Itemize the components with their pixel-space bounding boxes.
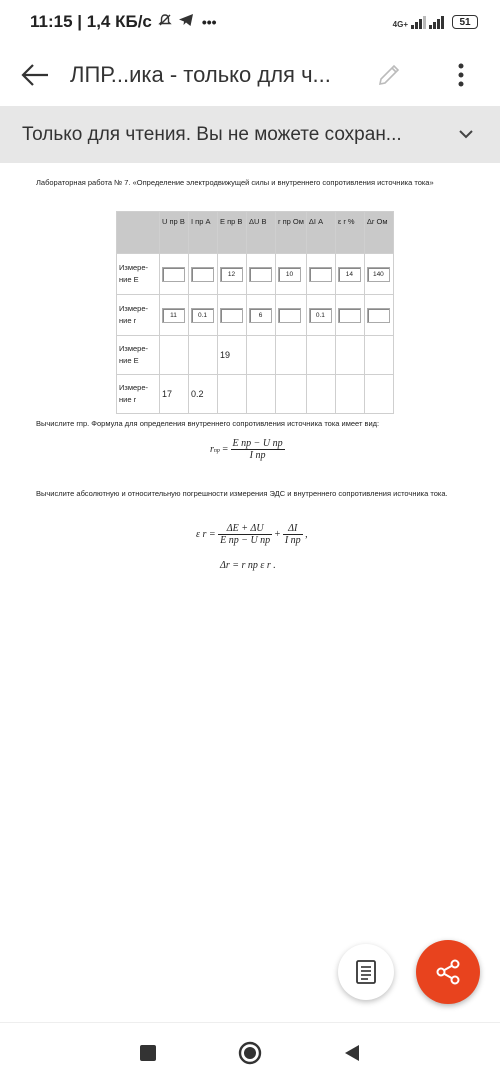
document-body xyxy=(36,176,466,193)
table-cell xyxy=(160,336,189,375)
row-label xyxy=(117,295,160,336)
input-cell[interactable]: 14 xyxy=(338,267,361,282)
paragraph-errors: Вычислите абсолютную и относительную погрешности измерения ЭДС и внутреннего сопротивления источника тока. xyxy=(36,489,448,498)
overflow-dots: ••• xyxy=(201,14,217,30)
table-header-cell: U пр В xyxy=(160,212,189,254)
arrow-left-icon xyxy=(20,63,50,87)
paragraph-rpr: Вычислите rпр. Формула для определения внутреннего сопротивления источника тока имеет вид: xyxy=(36,419,380,428)
input-cell[interactable]: 10 xyxy=(278,267,301,282)
row-label-text: Измере-ние E xyxy=(119,263,148,284)
table-cell xyxy=(276,295,307,336)
table-cell xyxy=(218,295,247,336)
home-button[interactable] xyxy=(238,1041,262,1065)
input-cell[interactable] xyxy=(249,267,272,282)
table-cell xyxy=(276,254,307,295)
formula-2-numerator-2: ΔI xyxy=(283,523,303,535)
input-cell[interactable]: 0.1 xyxy=(309,308,332,323)
formula-2-denominator-1: E пр − U пр xyxy=(220,535,271,546)
table-row xyxy=(117,336,394,375)
table-row xyxy=(117,375,394,414)
input-cell[interactable] xyxy=(162,267,185,282)
table-header-cell: ΔU В xyxy=(247,212,276,254)
table-cell xyxy=(364,375,393,414)
share-button[interactable] xyxy=(416,940,480,1004)
reading-mode-button[interactable] xyxy=(338,944,394,1000)
recents-button[interactable] xyxy=(136,1041,160,1065)
edit-button[interactable] xyxy=(372,58,406,92)
status-bar xyxy=(0,0,500,44)
table-cell xyxy=(335,254,364,295)
row-label-text: Измере-ние r xyxy=(119,304,148,325)
table-cell xyxy=(335,375,364,414)
table-cell xyxy=(276,375,307,414)
table-cell xyxy=(189,254,218,295)
mute-icon xyxy=(158,13,172,32)
formula-internal-resistance: rпр = $\frac{\text{E пр − U пр}}{\text{I пр}}$ xyxy=(210,438,283,461)
input-cell[interactable]: 12 xyxy=(220,267,243,282)
table-header-cell: E пр В xyxy=(218,212,247,254)
formula-2-fraction-1 xyxy=(218,523,272,546)
row-label xyxy=(117,254,160,295)
input-cell[interactable] xyxy=(367,308,390,323)
table-cell xyxy=(247,336,276,375)
table-cell xyxy=(306,375,335,414)
back-button[interactable] xyxy=(0,44,70,106)
input-cell[interactable] xyxy=(309,267,332,282)
app-bar xyxy=(0,44,500,106)
table-cell xyxy=(247,295,276,336)
formula-2-fraction-2 xyxy=(283,523,303,546)
system-nav-bar xyxy=(0,1022,500,1083)
table-cell xyxy=(364,336,393,375)
input-cell[interactable]: 0.1 xyxy=(191,308,214,323)
signal-icon-2 xyxy=(429,15,444,29)
status-time: 11:15 | 1,4 КБ/с xyxy=(30,12,152,31)
table-cell xyxy=(218,375,247,414)
home-circle-icon xyxy=(238,1041,262,1065)
pencil-icon xyxy=(376,62,402,88)
network-indicator xyxy=(393,15,444,29)
input-cell[interactable] xyxy=(338,308,361,323)
table-header-corner xyxy=(117,212,160,254)
row-label xyxy=(117,336,160,375)
table-cell xyxy=(276,336,307,375)
battery-level: 51 xyxy=(459,16,471,28)
formula-1-numerator: E пр − U пр xyxy=(232,438,283,449)
table-cell xyxy=(335,336,364,375)
formula-1-fraction xyxy=(231,438,285,461)
document-title: ЛПР...ика - только для ч... xyxy=(70,62,331,87)
input-cell[interactable]: 11 xyxy=(162,308,185,323)
table-row xyxy=(117,254,394,295)
row-label xyxy=(117,375,160,414)
formula-1-denominator: I пр xyxy=(249,450,266,461)
table-cell xyxy=(247,254,276,295)
table-cell xyxy=(189,295,218,336)
table-cell: 19 xyxy=(218,336,247,375)
table-row xyxy=(117,295,394,336)
formula-1-lhs: rпр xyxy=(210,443,220,455)
battery-icon xyxy=(452,15,478,29)
more-options-button[interactable] xyxy=(444,58,478,92)
readonly-banner-text: Только для чтения. Вы не можете сохран... xyxy=(22,123,402,145)
input-cell[interactable]: 6 xyxy=(249,308,272,323)
input-cell[interactable] xyxy=(191,267,214,282)
table-cell xyxy=(247,375,276,414)
signal-icon-1 xyxy=(411,15,426,29)
formula-2-numerator-1: ΔE + ΔU xyxy=(218,523,272,535)
table-cell xyxy=(306,254,335,295)
table-cell xyxy=(218,254,247,295)
table-header-cell: r пр Ом xyxy=(276,212,307,254)
triangle-back-icon xyxy=(343,1043,361,1063)
telegram-icon xyxy=(178,13,194,32)
table-cell: 0.2 xyxy=(189,375,218,414)
table-cell xyxy=(364,254,393,295)
table-cell xyxy=(306,336,335,375)
table-header-cell: ε r % xyxy=(335,212,364,254)
readonly-banner[interactable] xyxy=(0,106,500,163)
table-cell xyxy=(364,295,393,336)
row-label-text: Измере-ние E xyxy=(119,344,148,365)
chevron-down-icon[interactable] xyxy=(456,124,476,144)
input-cell[interactable]: 140 xyxy=(367,267,390,282)
input-cell[interactable] xyxy=(278,308,301,323)
share-icon xyxy=(434,958,462,986)
lab-table xyxy=(116,211,394,414)
table-header-cell: Δr Ом xyxy=(364,212,393,254)
table-header-cell: ΔI А xyxy=(306,212,335,254)
row-label-text: Измере-ние r xyxy=(119,383,148,404)
input-cell[interactable] xyxy=(220,308,243,323)
document-icon xyxy=(355,959,377,985)
table-header-cell: I пр А xyxy=(189,212,218,254)
table-cell xyxy=(335,295,364,336)
formula-2-lhs: ε r = xyxy=(196,528,216,540)
table-cell xyxy=(160,295,189,336)
table-cell xyxy=(306,295,335,336)
more-vertical-icon xyxy=(458,63,464,87)
back-nav-button[interactable] xyxy=(340,1041,364,1065)
network-type: 4G+ xyxy=(392,20,408,29)
formula-absolute-error: Δr = r пр ε r . xyxy=(220,560,276,571)
lab-heading: Лабораторная работа № 7. «Определение электродвижущей силы и внутреннего сопротивления источника тока» xyxy=(36,178,434,187)
square-icon xyxy=(139,1044,157,1062)
table-cell xyxy=(189,336,218,375)
table-header-row xyxy=(117,212,394,254)
formula-relative-error: ε r = $\frac{\Delta E + \Delta U}{\text{E пр − U пр}}$ + $\frac{\Delta I}{\text{I пр}}$ , xyxy=(196,523,308,546)
formula-2-denominator-2: I пр xyxy=(284,535,301,546)
table-cell xyxy=(160,254,189,295)
table-cell: 17 xyxy=(160,375,189,414)
